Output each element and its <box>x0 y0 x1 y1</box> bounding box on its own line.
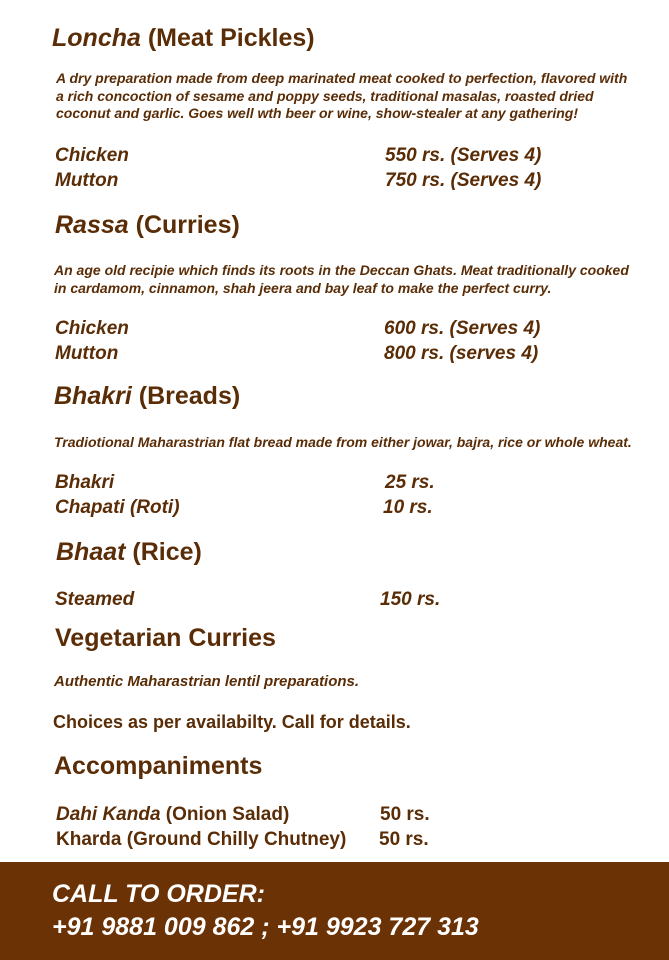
rassa-description: An age old recipie which finds its roots in the Deccan Ghats. Meat traditionally cooked in cardamom, cinnamon, shah jeera and bay leaf to make the perfect curry. <box>54 262 629 296</box>
loncha-title-italic: Loncha <box>52 24 141 52</box>
loncha-item-price: 550 rs. (Serves 4) <box>385 145 542 166</box>
bhaat-title-rest: (Rice) <box>125 538 202 566</box>
bhakri-heading <box>54 382 240 411</box>
loncha-title-rest: (Meat Pickles) <box>140 24 315 52</box>
bhaat-item-name: Steamed <box>55 589 135 610</box>
loncha-item-name: Chicken <box>55 145 129 166</box>
bhaat-heading <box>56 538 202 567</box>
rassa-item-price: 600 rs. (Serves 4) <box>384 318 541 339</box>
bhaat-item-price: 150 rs. <box>380 589 441 610</box>
rassa-item-name: Chicken <box>55 318 129 339</box>
veg-heading: Vegetarian Curries <box>55 624 276 652</box>
veg-note: Choices as per availabilty. Call for details. <box>53 712 411 732</box>
accompaniment-item-price: 50 rs. <box>379 829 429 850</box>
call-to-order-label: CALL TO ORDER: <box>52 880 265 908</box>
rassa-title-rest: (Curries) <box>128 211 240 239</box>
loncha-description: A dry preparation made from deep marinated meat cooked to perfection, flavored with a rich concoction of sesame and poppy seeds, traditional masalas, roasted dried coconut and garlic. Goes well wth beer or wine, show-stealer at any gathering! <box>56 70 628 121</box>
rassa-item-price: 800 rs. (serves 4) <box>384 343 539 364</box>
loncha-item-name: Mutton <box>55 170 119 191</box>
bhaat-title-italic: Bhaat <box>56 538 126 566</box>
bhakri-item-name: Bhakri <box>55 472 115 493</box>
accompaniment-item-name <box>56 829 346 851</box>
bhakri-item-price: 10 rs. <box>383 497 433 518</box>
bhakri-description: Tradiotional Maharastrian flat bread made from either jowar, bajra, rice or whole wheat. <box>54 434 632 450</box>
accompaniment-item-name <box>56 804 289 826</box>
bhakri-item-price: 25 rs. <box>385 472 435 493</box>
rassa-heading <box>55 211 240 240</box>
bhakri-title-rest: (Breads) <box>131 382 241 410</box>
accompaniments-heading: Accompaniments <box>54 752 263 780</box>
accompaniment-name-rest: (Onion Salad) <box>160 804 290 825</box>
phone-numbers: +91 9881 009 862 ; +91 9923 727 313 <box>52 913 479 941</box>
loncha-heading <box>52 24 315 53</box>
loncha-item-price: 750 rs. (Serves 4) <box>385 170 542 191</box>
veg-description: Authentic Maharastrian lentil preparations. <box>54 673 360 690</box>
order-footer <box>0 862 669 960</box>
bhakri-title-italic: Bhakri <box>54 382 132 410</box>
rassa-item-name: Mutton <box>55 343 119 364</box>
accompaniment-item-price: 50 rs. <box>380 804 430 825</box>
accompaniment-name-italic: Dahi Kanda <box>56 804 161 825</box>
bhakri-item-name: Chapati (Roti) <box>55 497 180 518</box>
accompaniment-name-rest: Kharda (Ground Chilly Chutney) <box>56 829 347 850</box>
rassa-title-italic: Rassa <box>55 211 129 239</box>
